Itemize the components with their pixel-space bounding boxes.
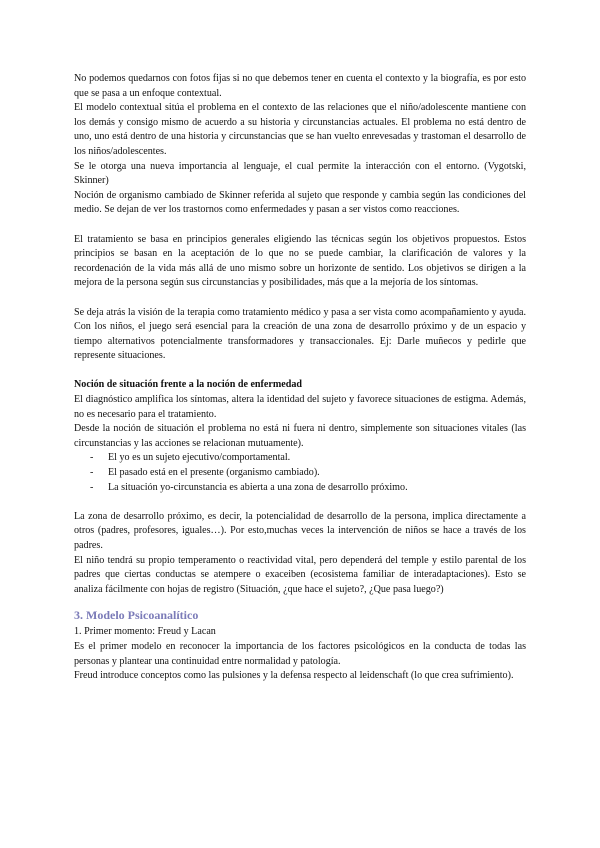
paragraph: El niño tendrá su propio temperamento o reactividad vital, pero dependerá del temple y estilo parental de los padres que ciertas conductas se atempere o exaceiben (ecosistema familiar de interadaptaciones). Esto se analiza fácilmente con hojas de registro (Situación, ¿que hace el sujeto?, ¿Que pasa luego?) xyxy=(74,554,526,595)
paragraph: El diagnóstico amplifica los síntomas, altera la identidad del sujeto y favorece situaciones de estigma. Además, no es necesario para el tratamiento. xyxy=(74,394,526,420)
list-item-text: La situación yo-circunstancia es abierta a una zona de desarrollo próximo. xyxy=(108,481,408,493)
paragraph: El modelo contextual sitúa el problema en el contexto de las relaciones que el niño/adolescente mantiene con los demás y consigo mismo de acuerdo a su historia y circunstancias actuales. El problema no está dentro de uno, uno está dentro de una historia y circunstancias que se han vuelto enrevesadas y trastoman el desarrollo de los niños/adolescentes. xyxy=(74,102,526,157)
spacer xyxy=(74,364,526,379)
paragraph: Es el primer modelo en reconocer la importancia de los factores psicológicos en la conducta de todas las personas y plantear una continuidad entre normalidad y patología. xyxy=(74,640,526,667)
list-item xyxy=(74,481,526,496)
spacer xyxy=(74,495,526,510)
paragraph: El tratamiento se basa en principios generales eligiendo las técnicas según los objetivos propuestos. Estos principios se basan en la aceptación de lo que no se puede cambiar, la clarificación de valores y la recordenación de la vida más allá de uno mismo sobre un horizonte de sentido. Los objetivos se dirigen a la mejora de la persona según sus circunstancias y posibilidades, más que a la mejoría de los síntomas. xyxy=(74,233,526,289)
paragraph: No podemos quedarnos con fotos fijas si no que debemos tener en cuenta el contexto y la biografía, es por esto que se pasa a un enfoque contextual. xyxy=(74,73,526,99)
paragraph: Noción de organismo cambiado de Skinner referida al sujeto que responde y cambia según las condiciones del medio. Se dejan de ver los trastornos como enfermedades y pasan a ser vistos como reacciones. xyxy=(74,189,526,216)
dash-marker: - xyxy=(90,452,94,464)
bullet-list xyxy=(74,451,526,495)
paragraph: Freud introduce conceptos como las pulsiones y la defensa respecto al leidenschaft (lo que crea sufrimiento). xyxy=(74,670,514,682)
dash-marker: - xyxy=(90,481,94,493)
list-item xyxy=(74,466,526,481)
spacer xyxy=(74,291,526,306)
list-item-text: El yo es un sujeto ejecutivo/comportamental. xyxy=(108,452,291,464)
section-heading: 3. Modelo Psicoanalítico xyxy=(74,608,199,623)
spacer xyxy=(74,218,526,233)
paragraph: Desde la noción de situación el problema no está ni fuera ni dentro, simplemente son situaciones vitales (las circunstancias y las acciones se relacionan mutuamente). xyxy=(74,423,526,449)
dash-marker: - xyxy=(90,467,94,479)
list-item xyxy=(74,451,526,466)
paragraph: Se deja atrás la visión de la terapia como tratamiento médico y pasa a ser vista como acompañamiento y ayuda. Con los niños, el juego será esencial para la creación de una zona de desarrollo próximo y de un espacio y tiempo alternativos potencialmente transformadores y transaccionales. Ej: Darle muñecos y pedirle que represente situaciones. xyxy=(74,306,526,362)
section-subheading: 1. Primer momento: Freud y Lacan xyxy=(74,626,216,638)
document-page xyxy=(74,72,526,684)
paragraph: La zona de desarrollo próximo, es decir, la potencialidad de desarrollo de la persona, implica directamente a otros (padres, profesores, iguales…). Por esto,muchas veces la intervención de niños se hace a través de los padres. xyxy=(74,510,526,551)
subheading: Noción de situación frente a la noción de enfermedad xyxy=(74,379,303,391)
list-item-text: El pasado está en el presente (organismo cambiado). xyxy=(108,467,320,479)
paragraph: Se le otorga una nueva importancia al lenguaje, el cual permite la interacción con el entorno. (Vygotski, Skinner) xyxy=(74,160,526,187)
